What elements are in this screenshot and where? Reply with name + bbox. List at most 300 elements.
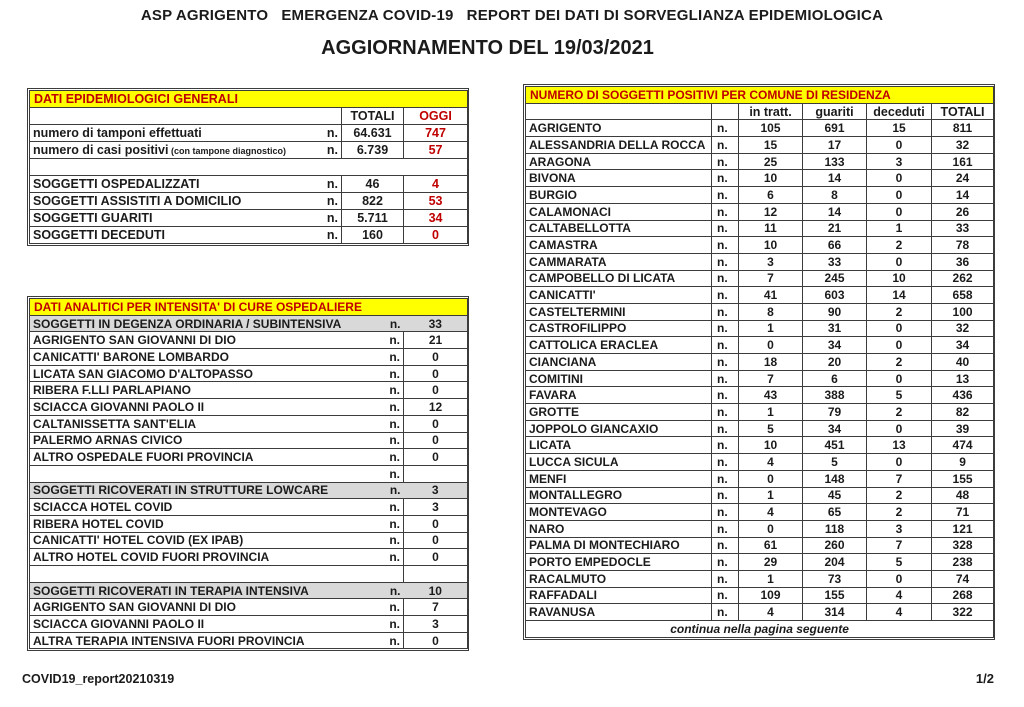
table-row	[526, 120, 994, 137]
table-title-row	[30, 299, 468, 316]
in-tratt-value: 25	[739, 153, 803, 170]
row-label-cell	[30, 332, 404, 349]
row-label: SOGGETTI RICOVERATI IN TERAPIA INTENSIVA	[33, 583, 309, 598]
table-row	[526, 303, 994, 320]
comune-name-cell: NARO	[526, 520, 712, 537]
comune-name-cell: BIVONA	[526, 170, 712, 187]
table-row	[526, 337, 994, 354]
table-row	[30, 566, 468, 583]
n-marker: n.	[389, 600, 400, 615]
in-tratt-value: 6	[739, 187, 803, 204]
n-marker: n.	[389, 366, 400, 381]
table-row	[30, 449, 468, 466]
table-row	[30, 515, 468, 532]
guariti-value: 17	[803, 137, 867, 154]
totali-value: 268	[932, 587, 994, 604]
deceduti-value: 2	[867, 487, 932, 504]
row-label-cell	[30, 210, 342, 227]
totali-value: 121	[932, 520, 994, 537]
table-row	[526, 504, 994, 521]
comuni-positives-table	[523, 84, 995, 640]
row-label-cell	[30, 582, 404, 599]
in-tratt-value: 1	[739, 487, 803, 504]
row-label-cell	[30, 482, 404, 499]
deceduti-value: 0	[867, 253, 932, 270]
table-row	[526, 287, 994, 304]
row-label: CANICATTI' BARONE LOMBARDO	[33, 349, 229, 364]
table-row	[526, 470, 994, 487]
table-row	[30, 142, 468, 159]
table-row	[526, 554, 994, 571]
guariti-value: 451	[803, 437, 867, 454]
comune-name-cell: CALTABELLOTTA	[526, 220, 712, 237]
row-label-cell	[30, 415, 404, 432]
deceduti-value: 0	[867, 454, 932, 471]
n-marker-cell: n.	[712, 270, 739, 287]
row-label: SOGGETTI OSPEDALIZZATI	[33, 177, 200, 191]
n-marker-cell: n.	[712, 554, 739, 571]
n-marker-cell: n.	[712, 203, 739, 220]
n-marker: n.	[389, 316, 401, 331]
table-title-row	[526, 87, 994, 104]
table-row	[30, 465, 468, 482]
deceduti-value: 13	[867, 437, 932, 454]
deceduti-value: 2	[867, 354, 932, 371]
table-row	[526, 153, 994, 170]
n-marker-cell: n.	[712, 320, 739, 337]
in-tratt-value: 109	[739, 587, 803, 604]
comune-name-cell: FAVARA	[526, 387, 712, 404]
n-marker-cell: n.	[712, 537, 739, 554]
row-label-cell	[30, 515, 404, 532]
comune-name-cell: BURGIO	[526, 187, 712, 204]
comune-name-cell: JOPPOLO GIANCAXIO	[526, 420, 712, 437]
empty-header-cell	[30, 108, 342, 125]
report-title: ASP AGRIGENTO EMERGENZA COVID-19 REPORT DEI DATI DI SORVEGLIANZA EPIDEMIOLOGICA	[140, 7, 884, 24]
totali-value: 14	[932, 187, 994, 204]
row-label: RIBERA HOTEL COVID	[33, 516, 164, 531]
table-row	[30, 227, 468, 244]
totali-value: 32	[932, 320, 994, 337]
n-marker-cell: n.	[712, 604, 739, 621]
guariti-value: 34	[803, 420, 867, 437]
n-marker-cell: n.	[712, 587, 739, 604]
row-label: LICATA SAN GIACOMO D'ALTOPASSO	[33, 366, 253, 381]
table-row	[526, 420, 994, 437]
table-row	[30, 399, 468, 416]
table-row	[526, 587, 994, 604]
comune-name-cell: CAMMARATA	[526, 253, 712, 270]
table-row	[526, 137, 994, 154]
in-tratt-value: 8	[739, 303, 803, 320]
comune-name-cell: MONTALLEGRO	[526, 487, 712, 504]
guariti-value: 20	[803, 354, 867, 371]
row-label-cell	[30, 432, 404, 449]
table-row	[30, 632, 468, 649]
n-marker: n.	[389, 500, 400, 515]
deceduti-column-header: deceduti	[867, 103, 932, 120]
row-label: SOGGETTI RICOVERATI IN STRUTTURE LOWCARE	[33, 483, 329, 498]
oggi-column-header: OGGI	[404, 108, 468, 125]
general-table-title: DATI EPIDEMIOLOGICI GENERALI	[30, 91, 468, 108]
n-marker: n.	[326, 177, 338, 191]
count-value: 0	[404, 415, 468, 432]
totali-value: 13	[932, 370, 994, 387]
n-marker-cell: n.	[712, 370, 739, 387]
n-marker: n.	[389, 466, 400, 481]
comune-name-cell: CIANCIANA	[526, 354, 712, 371]
n-marker: n.	[389, 483, 401, 498]
deceduti-value: 3	[867, 153, 932, 170]
comune-name-cell: COMITINI	[526, 370, 712, 387]
guariti-value: 148	[803, 470, 867, 487]
comuni-table-title: NUMERO DI SOGGETTI POSITIVI PER COMUNE DI RESIDENZA	[526, 87, 994, 104]
guariti-value: 314	[803, 604, 867, 621]
n-marker: n.	[326, 228, 338, 242]
row-label-cell	[30, 566, 404, 583]
comune-name-cell: CANICATTI'	[526, 287, 712, 304]
n-marker-cell: n.	[712, 153, 739, 170]
n-marker: n.	[389, 383, 400, 398]
row-label-cell	[30, 349, 404, 366]
guariti-value: 65	[803, 504, 867, 521]
in-tratt-value: 5	[739, 420, 803, 437]
comune-name-cell: CAMASTRA	[526, 237, 712, 254]
table-row	[30, 125, 468, 142]
row-label: SOGGETTI GUARITI	[33, 211, 153, 225]
totali-value: 36	[932, 253, 994, 270]
oggi-value: 747	[404, 125, 468, 142]
guariti-value: 34	[803, 337, 867, 354]
table-row	[526, 203, 994, 220]
guariti-value: 66	[803, 237, 867, 254]
table-row	[30, 349, 468, 366]
totali-value: 74	[932, 570, 994, 587]
row-label: SCIACCA GIOVANNI PAOLO II	[33, 616, 205, 631]
table-row	[30, 332, 468, 349]
deceduti-value: 2	[867, 504, 932, 521]
in-tratt-value: 0	[739, 520, 803, 537]
comune-name-cell: RAVANUSA	[526, 604, 712, 621]
in-tratt-value: 18	[739, 354, 803, 371]
totali-value: 5.711	[342, 210, 404, 227]
column-header-row	[30, 108, 468, 125]
n-marker-cell: n.	[712, 287, 739, 304]
n-marker-cell: n.	[712, 404, 739, 421]
totali-value: 658	[932, 287, 994, 304]
row-label: ALTRO OSPEDALE FUORI PROVINCIA	[33, 450, 254, 465]
table-row	[526, 437, 994, 454]
count-value: 12	[404, 399, 468, 416]
in-tratt-value: 43	[739, 387, 803, 404]
row-label-cell	[30, 365, 404, 382]
guariti-value: 6	[803, 370, 867, 387]
hospital-table-title: DATI ANALITICI PER INTENSITA' DI CURE OSPEDALIERE	[30, 299, 468, 316]
spacer-cell	[30, 159, 468, 176]
count-value: 3	[404, 482, 468, 499]
count-value	[404, 465, 468, 482]
totali-value: 328	[932, 537, 994, 554]
table-row	[30, 176, 468, 193]
empty-header-cell	[526, 103, 712, 120]
row-label-cell	[30, 549, 404, 566]
comune-name-cell: AGRIGENTO	[526, 120, 712, 137]
comune-name-cell: PALMA DI MONTECHIARO	[526, 537, 712, 554]
deceduti-value: 0	[867, 170, 932, 187]
n-marker-cell: n.	[712, 187, 739, 204]
totali-value: 78	[932, 237, 994, 254]
comune-name-cell: LUCCA SICULA	[526, 454, 712, 471]
totali-value: 33	[932, 220, 994, 237]
deceduti-value: 7	[867, 470, 932, 487]
count-value	[404, 566, 468, 583]
deceduti-value: 0	[867, 203, 932, 220]
n-marker: n.	[326, 143, 338, 157]
n-marker: n.	[389, 583, 401, 598]
n-marker-cell: n.	[712, 170, 739, 187]
comune-name-cell: LICATA	[526, 437, 712, 454]
table-row	[526, 520, 994, 537]
n-marker: n.	[389, 399, 400, 414]
table-row	[526, 370, 994, 387]
table-row	[526, 487, 994, 504]
table-row	[526, 253, 994, 270]
deceduti-value: 4	[867, 587, 932, 604]
comune-name-cell: CASTELTERMINI	[526, 303, 712, 320]
table-row	[526, 170, 994, 187]
comune-name-cell: CALAMONACI	[526, 203, 712, 220]
table-row	[30, 532, 468, 549]
row-label-cell	[30, 632, 404, 649]
section-header-row	[30, 582, 468, 599]
in-tratt-value: 61	[739, 537, 803, 554]
deceduti-value: 2	[867, 404, 932, 421]
row-label: SOGGETTI DECEDUTI	[33, 228, 165, 242]
totali-value: 436	[932, 387, 994, 404]
oggi-value: 4	[404, 176, 468, 193]
n-marker: n.	[389, 516, 400, 531]
in-tratt-value: 10	[739, 237, 803, 254]
n-marker-cell: n.	[712, 303, 739, 320]
guariti-value: 691	[803, 120, 867, 137]
row-label: AGRIGENTO SAN GIOVANNI DI DIO	[33, 600, 236, 615]
count-value: 3	[404, 499, 468, 516]
in-tratt-value: 3	[739, 253, 803, 270]
deceduti-value: 0	[867, 320, 932, 337]
guariti-value: 133	[803, 153, 867, 170]
n-marker: n.	[389, 450, 400, 465]
oggi-value: 34	[404, 210, 468, 227]
n-marker: n.	[389, 633, 400, 648]
table-row	[526, 537, 994, 554]
row-label-cell	[30, 599, 404, 616]
n-marker: n.	[389, 433, 400, 448]
row-label: PALERMO ARNAS CIVICO	[33, 433, 183, 448]
in-tratt-value: 0	[739, 470, 803, 487]
in-tratt-value: 7	[739, 370, 803, 387]
guariti-value: 33	[803, 253, 867, 270]
row-label-cell	[30, 399, 404, 416]
comune-name-cell: GROTTE	[526, 404, 712, 421]
in-tratt-value: 12	[739, 203, 803, 220]
guariti-value: 245	[803, 270, 867, 287]
comune-name-cell: CASTROFILIPPO	[526, 320, 712, 337]
count-value: 0	[404, 449, 468, 466]
n-marker: n.	[389, 533, 400, 548]
n-marker: n.	[326, 211, 338, 225]
count-value: 0	[404, 365, 468, 382]
count-value: 0	[404, 549, 468, 566]
in-tratt-value: 4	[739, 604, 803, 621]
in-tratt-value: 1	[739, 320, 803, 337]
n-marker-cell: n.	[712, 470, 739, 487]
totali-value: 155	[932, 470, 994, 487]
row-label: RIBERA F.LLI PARLAPIANO	[33, 383, 191, 398]
guariti-value: 388	[803, 387, 867, 404]
totali-value: 71	[932, 504, 994, 521]
n-marker-cell: n.	[712, 137, 739, 154]
deceduti-value: 14	[867, 287, 932, 304]
comune-name-cell: CAMPOBELLO DI LICATA	[526, 270, 712, 287]
n-marker-cell: n.	[712, 420, 739, 437]
table-row	[30, 382, 468, 399]
table-row	[526, 354, 994, 371]
guariti-value: 21	[803, 220, 867, 237]
count-value: 0	[404, 532, 468, 549]
count-value: 0	[404, 349, 468, 366]
comune-name-cell: RACALMUTO	[526, 570, 712, 587]
oggi-value: 57	[404, 142, 468, 159]
in-tratt-value: 41	[739, 287, 803, 304]
count-value: 0	[404, 432, 468, 449]
table-row	[526, 220, 994, 237]
totali-value: 811	[932, 120, 994, 137]
guariti-value: 5	[803, 454, 867, 471]
guariti-value: 8	[803, 187, 867, 204]
deceduti-value: 3	[867, 520, 932, 537]
n-marker-cell: n.	[712, 337, 739, 354]
deceduti-value: 4	[867, 604, 932, 621]
count-value: 10	[404, 582, 468, 599]
totali-column-header: TOTALI	[342, 108, 404, 125]
section-header-row	[30, 315, 468, 332]
in-tratt-value: 11	[739, 220, 803, 237]
n-marker: n.	[389, 416, 400, 431]
in-tratt-value: 4	[739, 454, 803, 471]
deceduti-value: 5	[867, 554, 932, 571]
spacer-row	[30, 159, 468, 176]
guariti-value: 260	[803, 537, 867, 554]
totali-value: 474	[932, 437, 994, 454]
empty-header-cell	[712, 103, 739, 120]
in-tratt-value: 15	[739, 137, 803, 154]
row-label: CANICATTI' HOTEL COVID (EX IPAB)	[33, 533, 244, 548]
guariti-value: 204	[803, 554, 867, 571]
table-row	[526, 320, 994, 337]
n-marker-cell: n.	[712, 454, 739, 471]
totali-value: 32	[932, 137, 994, 154]
totali-value: 9	[932, 454, 994, 471]
guariti-value: 45	[803, 487, 867, 504]
row-label: SOGGETTI ASSISTITI A DOMICILIO	[33, 194, 242, 208]
deceduti-value: 2	[867, 237, 932, 254]
comune-name-cell: RAFFADALI	[526, 587, 712, 604]
in-tratt-value: 10	[739, 437, 803, 454]
totali-value: 262	[932, 270, 994, 287]
guariti-value: 14	[803, 203, 867, 220]
in-tratt-value: 1	[739, 570, 803, 587]
totali-column-header: TOTALI	[932, 103, 994, 120]
report-subtitle: AGGIORNAMENTO DEL 19/03/2021	[321, 37, 654, 59]
table-row	[526, 454, 994, 471]
table-row	[526, 570, 994, 587]
comune-name-cell: MENFI	[526, 470, 712, 487]
row-label-cell	[30, 499, 404, 516]
n-marker-cell: n.	[712, 253, 739, 270]
totali-value: 100	[932, 303, 994, 320]
totali-value: 82	[932, 404, 994, 421]
row-label: SCIACCA HOTEL COVID	[33, 500, 173, 515]
totali-value: 26	[932, 203, 994, 220]
oggi-value: 53	[404, 193, 468, 210]
row-label: ALTRA TERAPIA INTENSIVA FUORI PROVINCIA	[33, 633, 305, 648]
row-label: ALTRO HOTEL COVID FUORI PROVINCIA	[33, 550, 270, 565]
in-tratt-value: 105	[739, 120, 803, 137]
deceduti-value: 0	[867, 187, 932, 204]
guariti-value: 603	[803, 287, 867, 304]
n-marker-cell: n.	[712, 487, 739, 504]
in-tratt-value: 7	[739, 270, 803, 287]
table-row	[30, 210, 468, 227]
row-label: SOGGETTI IN DEGENZA ORDINARIA / SUBINTENSIVA	[33, 316, 342, 331]
row-label-cell	[30, 125, 342, 142]
guariti-value: 118	[803, 520, 867, 537]
totali-value: 160	[342, 227, 404, 244]
comune-name-cell: CATTOLICA ERACLEA	[526, 337, 712, 354]
row-label-cell	[30, 382, 404, 399]
document-filename: COVID19_report20210319	[22, 672, 175, 686]
comune-name-cell: ARAGONA	[526, 153, 712, 170]
totali-value: 40	[932, 354, 994, 371]
table-row	[526, 604, 994, 621]
totali-value: 161	[932, 153, 994, 170]
n-marker: n.	[389, 550, 400, 565]
deceduti-value: 2	[867, 303, 932, 320]
continuation-note: continua nella pagina seguente	[526, 621, 994, 638]
totali-value: 6.739	[342, 142, 404, 159]
page-number: 1/2	[975, 671, 994, 686]
totali-value: 24	[932, 170, 994, 187]
row-label-cell	[30, 465, 404, 482]
table-row	[30, 549, 468, 566]
in-tratt-value: 0	[739, 337, 803, 354]
count-value: 0	[404, 515, 468, 532]
n-marker-cell: n.	[712, 237, 739, 254]
continuation-row	[526, 621, 994, 638]
row-label: SCIACCA GIOVANNI PAOLO II	[33, 399, 205, 414]
hospital-care-table	[27, 296, 469, 651]
n-marker-cell: n.	[712, 437, 739, 454]
table-row	[30, 193, 468, 210]
totali-value: 39	[932, 420, 994, 437]
table-row	[30, 599, 468, 616]
n-marker-cell: n.	[712, 520, 739, 537]
comune-name-cell: ALESSANDRIA DELLA ROCCA	[526, 137, 712, 154]
n-marker-cell: n.	[712, 220, 739, 237]
row-label-cell	[30, 315, 404, 332]
deceduti-value: 0	[867, 370, 932, 387]
in-tratt-column-header: in tratt.	[739, 103, 803, 120]
